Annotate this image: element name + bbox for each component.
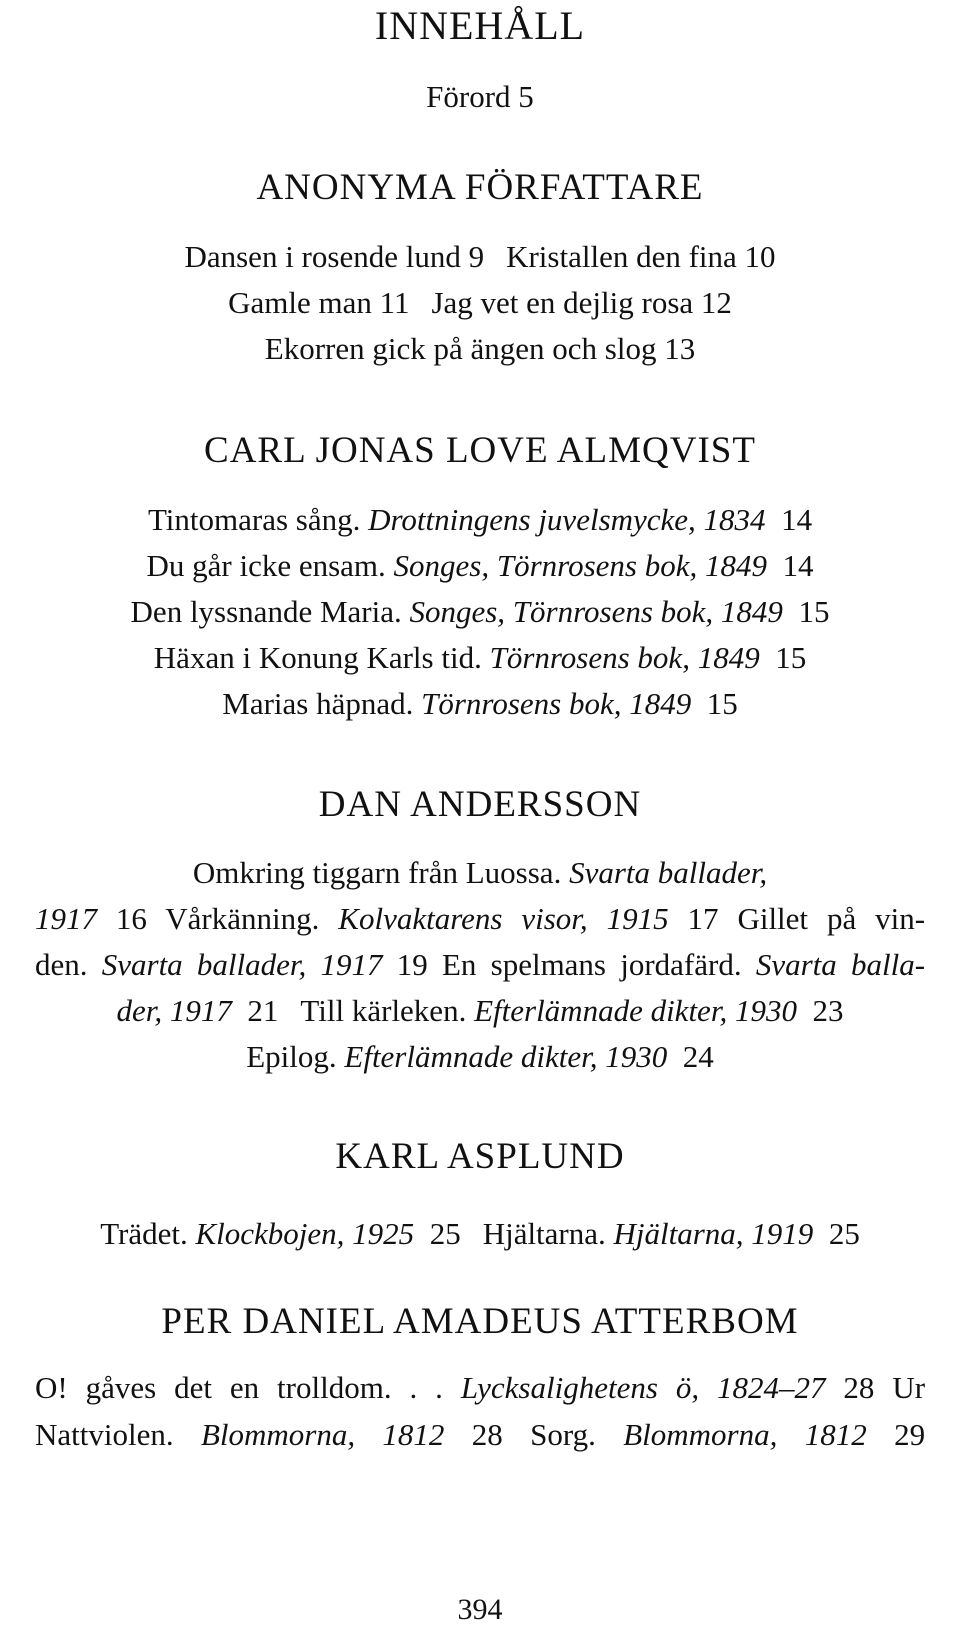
toc-entry-title: Häxan i Konung Karls tid. xyxy=(153,640,482,675)
toc-entry-source: der, 1917 xyxy=(116,993,232,1028)
toc-line xyxy=(35,899,925,939)
page-number: 25 xyxy=(429,1216,461,1251)
toc-entry: Gamle man 11 xyxy=(228,285,410,320)
toc-line xyxy=(0,500,960,540)
toc-line xyxy=(0,546,960,586)
toc-entry-title: Till kärleken. xyxy=(300,993,467,1028)
page-number: 19 xyxy=(396,947,428,982)
toc-entry-source: Lycksalighetens ö, 1824–27 xyxy=(460,1370,826,1405)
toc-entry-title: En spelmans jordafärd. xyxy=(441,947,742,982)
toc-entry-title: Tintomaras sång. xyxy=(147,502,361,537)
toc-entry-title: Nattviolen. xyxy=(35,1417,174,1452)
page-number: 16 xyxy=(115,901,147,936)
toc-line xyxy=(35,1368,925,1408)
toc-entry-title: Vårkänning. xyxy=(165,901,320,936)
page-title: INNEHÅLL xyxy=(374,3,586,48)
toc-line xyxy=(0,283,960,323)
section-heading-andersson: DAN ANDERSSON xyxy=(318,784,642,825)
page-number: 28 xyxy=(471,1417,503,1452)
page-number: 23 xyxy=(812,993,844,1028)
toc-entry: Dansen i rosende lund 9 xyxy=(184,239,485,274)
toc-line xyxy=(0,991,960,1031)
page-number: 25 xyxy=(828,1216,860,1251)
toc-entry: Kristallen den fina 10 xyxy=(506,239,776,274)
toc-entry-title: Hjältarna. xyxy=(482,1216,606,1251)
page-number: 14 xyxy=(782,548,814,583)
toc-entry-source: Svarta ballader, 1917 xyxy=(101,947,383,982)
toc-entry-title: Omkring tiggarn från Luossa. xyxy=(192,855,562,890)
page-number: 14 xyxy=(781,502,813,537)
toc-line xyxy=(35,945,925,985)
toc-entry-source: Hjältarna, 1919 xyxy=(613,1216,814,1251)
toc-line xyxy=(0,592,960,632)
page-number: 17 xyxy=(687,901,719,936)
page-folio: 394 xyxy=(457,1593,503,1626)
toc-entry-title: Du går icke ensam. xyxy=(146,548,386,583)
toc-entry-source: Songes, Törnrosens bok, 1849 xyxy=(409,594,783,629)
toc-line xyxy=(0,684,960,724)
section-heading-atterbom: PER DANIEL AMADEUS ATTERBOM xyxy=(161,1301,799,1342)
toc-entry-source: Törnrosens bok, 1849 xyxy=(421,686,692,721)
page-number: 15 xyxy=(798,594,830,629)
toc-entry-source: Svarta balla- xyxy=(755,947,926,982)
toc-entry-title: Epilog. xyxy=(246,1039,337,1074)
section-heading-anonyma: ANONYMA FÖRFATTARE xyxy=(256,167,704,208)
toc-entry-source: Klockbojen, 1925 xyxy=(195,1216,415,1251)
page-number: 15 xyxy=(775,640,807,675)
toc-line xyxy=(0,1037,960,1077)
toc-entry-title: Sorg. xyxy=(530,1417,596,1452)
toc-entry: Ekorren gick på ängen och slog 13 xyxy=(264,331,696,366)
toc-entry-title: Marias häpnad. xyxy=(222,686,414,721)
toc-entry-source: 1917 xyxy=(35,901,97,936)
page-number: 15 xyxy=(706,686,738,721)
toc-entry-source: Blommorna, 1812 xyxy=(623,1417,867,1452)
page-number: 29 xyxy=(894,1417,926,1452)
toc-entry: Jag vet en dejlig rosa 12 xyxy=(431,285,732,320)
toc-entry-title: den. xyxy=(35,947,88,982)
page-number: 21 xyxy=(247,993,279,1028)
toc-entry-source: Kolvaktarens visor, 1915 xyxy=(338,901,669,936)
toc-entry-source: Svarta ballader, xyxy=(569,855,768,890)
toc-line xyxy=(0,329,960,369)
section-heading-asplund: KARL ASPLUND xyxy=(335,1136,625,1177)
toc-line xyxy=(0,853,960,893)
toc-entry-source: Songes, Törnrosens bok, 1849 xyxy=(393,548,767,583)
preface-entry: Förord 5 xyxy=(426,79,534,114)
toc-line xyxy=(0,1214,960,1254)
toc-entry-title: Gillet på vin- xyxy=(737,901,926,936)
section-heading-almqvist: CARL JONAS LOVE ALMQVIST xyxy=(204,430,756,471)
toc-entry-title: Trädet. xyxy=(100,1216,188,1251)
toc-line xyxy=(35,1415,925,1455)
toc-line xyxy=(0,237,960,277)
toc-entry-source: Drottningens juvelsmycke, 1834 xyxy=(368,502,766,537)
toc-entry-title: Den lyssnande Maria. xyxy=(130,594,402,629)
toc-entry-source: Efterlämnade dikter, 1930 xyxy=(344,1039,668,1074)
toc-entry-source: Blommorna, 1812 xyxy=(200,1417,445,1452)
toc-entry-title: Ur xyxy=(892,1370,926,1405)
page-number: 24 xyxy=(682,1039,714,1074)
toc-entry-source: Törnrosens bok, 1849 xyxy=(489,640,760,675)
toc-line xyxy=(0,638,960,678)
page-number: 28 xyxy=(843,1370,875,1405)
toc-entry-source: Efterlämnade dikter, 1930 xyxy=(474,993,797,1028)
toc-entry-title: O! gåves det en trolldom. . . xyxy=(35,1370,443,1405)
